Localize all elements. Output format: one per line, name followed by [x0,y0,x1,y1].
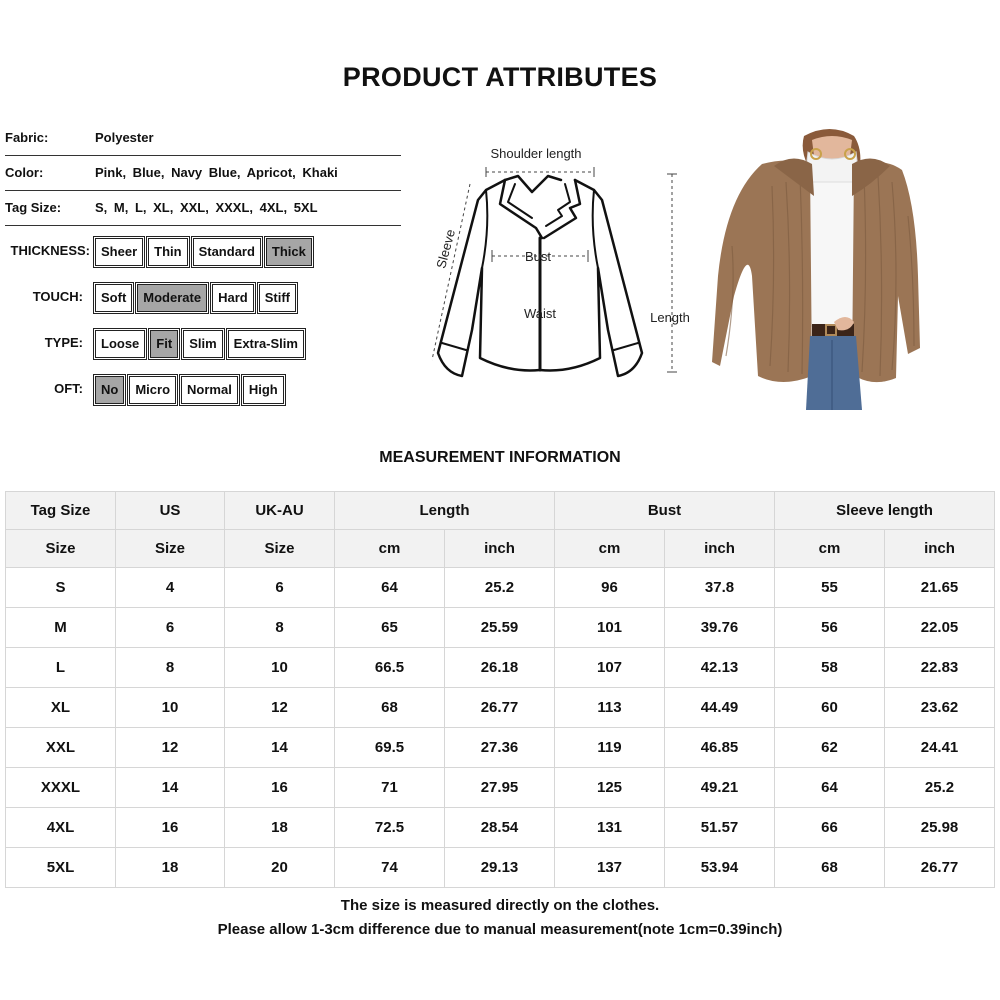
option-label: OFT: [54,381,83,396]
table-cell: 68 [335,688,445,728]
chip-standard: Standard [193,238,261,266]
table-cell: 23.62 [885,688,995,728]
table-cell: 58 [775,648,885,688]
header-cell: UK-AU [225,492,335,530]
chip-hard: Hard [212,284,254,312]
table-cell: 20 [225,848,335,888]
table-cell: 74 [335,848,445,888]
table-cell: 72.5 [335,808,445,848]
table-cell: 101 [555,608,665,648]
option-chips [94,328,305,360]
table-cell: L [6,648,116,688]
table-cell: 8 [225,608,335,648]
table-cell: XL [6,688,116,728]
attr-value: Pink, Blue, Navy Blue, Apricot, Khaki [95,165,338,180]
header-cell: Length [335,492,555,530]
table-cell: XXL [6,728,116,768]
table-cell: 64 [335,568,445,608]
table-cell: 16 [225,768,335,808]
chip-extra-slim: Extra-Slim [228,330,304,358]
chip-micro: Micro [129,376,176,404]
table-cell: 53.94 [665,848,775,888]
header-cell: US [116,492,225,530]
table-cell: 21.65 [885,568,995,608]
header-cell: Size [225,530,335,568]
page-title: PRODUCT ATTRIBUTES [342,62,658,92]
table-cell: 71 [335,768,445,808]
table-cell: 49.21 [665,768,775,808]
table-cell: 8 [116,648,225,688]
chip-soft: Soft [95,284,132,312]
table-cell: 25.98 [885,808,995,848]
chip-sheer: Sheer [95,238,143,266]
table-cell: 25.2 [885,768,995,808]
label-sleeve: Sleeve [433,227,459,270]
header-cell: inch [665,530,775,568]
option-chips [94,374,285,406]
table-cell: 131 [555,808,665,848]
option-label: TYPE: [44,335,83,350]
header-cell: Tag Size [6,492,116,530]
table-cell: 37.8 [665,568,775,608]
table-cell: 22.83 [885,648,995,688]
header-cell: cm [775,530,885,568]
table-cell: 137 [555,848,665,888]
chip-moderate: Moderate [137,284,207,312]
table-cell: 27.95 [445,768,555,808]
table-row [6,808,995,848]
table-cell: 4XL [6,808,116,848]
table-cell: 18 [225,808,335,848]
table-cell: 29.13 [445,848,555,888]
table-cell: 107 [555,648,665,688]
attr-label: Fabric: [5,130,49,145]
table-cell: 16 [116,808,225,848]
table-row [6,648,995,688]
table-cell: 25.59 [445,608,555,648]
table-header-row [6,492,995,530]
table-cell: 56 [775,608,885,648]
table-cell: 10 [225,648,335,688]
attr-label: Color: [5,165,44,180]
option-chips [94,282,297,314]
table-cell: 18 [116,848,225,888]
table-cell: 44.49 [665,688,775,728]
table-cell: 65 [335,608,445,648]
option-chips [94,236,313,268]
table-row [6,608,995,648]
label-bust: Bust [524,249,552,264]
attr-value: Polyester [95,130,154,145]
table-cell: 66 [775,808,885,848]
attr-fabric [5,121,401,156]
chip-thin: Thin [148,238,187,266]
table-cell: 12 [116,728,225,768]
header-cell: Size [6,530,116,568]
table-cell: 12 [225,688,335,728]
table-cell: 66.5 [335,648,445,688]
table-cell: 46.85 [665,728,775,768]
table-cell: 69.5 [335,728,445,768]
table-row [6,728,995,768]
table-cell: 26.77 [445,688,555,728]
jacket-diagram [420,138,710,388]
table-cell: 25.2 [445,568,555,608]
chip-stiff: Stiff [259,284,296,312]
size-table [5,491,995,888]
table-cell: 6 [225,568,335,608]
option-label: TOUCH: [32,289,83,304]
table-cell: 4 [116,568,225,608]
option-label: THICKNESS: [10,243,90,258]
table-cell: 55 [775,568,885,608]
table-cell: 96 [555,568,665,608]
header-cell: inch [885,530,995,568]
table-cell: 5XL [6,848,116,888]
table-cell: 51.57 [665,808,775,848]
table-cell: 113 [555,688,665,728]
header-cell: Sleeve length [775,492,995,530]
table-cell: 125 [555,768,665,808]
table-row [6,768,995,808]
attr-color [5,156,401,191]
measurement-title: MEASUREMENT INFORMATION [379,449,621,466]
table-cell: S [6,568,116,608]
table-cell: 62 [775,728,885,768]
table-cell: 10 [116,688,225,728]
header-cell: Bust [555,492,775,530]
chip-normal: Normal [181,376,238,404]
note-line-1: The size is measured directly on the clothes. [340,897,660,914]
table-cell: 60 [775,688,885,728]
chip-no: No [95,376,124,404]
table-cell: 14 [116,768,225,808]
chip-high: High [243,376,284,404]
label-waist: Waist [523,306,557,321]
table-row [6,568,995,608]
product-photo [712,126,924,410]
label-length: Length [650,310,690,325]
header-cell: inch [445,530,555,568]
table-cell: 24.41 [885,728,995,768]
table-cell: XXXL [6,768,116,808]
table-cell: 27.36 [445,728,555,768]
table-cell: 26.18 [445,648,555,688]
table-cell: M [6,608,116,648]
header-cell: cm [335,530,445,568]
table-row [6,848,995,888]
table-cell: 26.77 [885,848,995,888]
table-cell: 14 [225,728,335,768]
table-cell: 6 [116,608,225,648]
table-cell: 119 [555,728,665,768]
table-cell: 39.76 [665,608,775,648]
chip-fit: Fit [150,330,178,358]
table-row [6,688,995,728]
label-shoulder: Shoulder length [490,146,582,161]
chip-slim: Slim [183,330,222,358]
header-cell: cm [555,530,665,568]
attr-tag-size [5,191,401,226]
chip-loose: Loose [95,330,145,358]
table-cell: 64 [775,768,885,808]
table-cell: 28.54 [445,808,555,848]
attr-label: Tag Size: [5,200,62,215]
table-cell: 22.05 [885,608,995,648]
note-line-2: Please allow 1-3cm difference due to manual measurement(note 1cm=0.39inch) [217,921,783,938]
table-subheader-row [6,530,995,568]
table-cell: 42.13 [665,648,775,688]
chip-thick: Thick [266,238,312,266]
table-cell: 68 [775,848,885,888]
attr-value: S, M, L, XL, XXL, XXXL, 4XL, 5XL [95,200,318,215]
header-cell: Size [116,530,225,568]
